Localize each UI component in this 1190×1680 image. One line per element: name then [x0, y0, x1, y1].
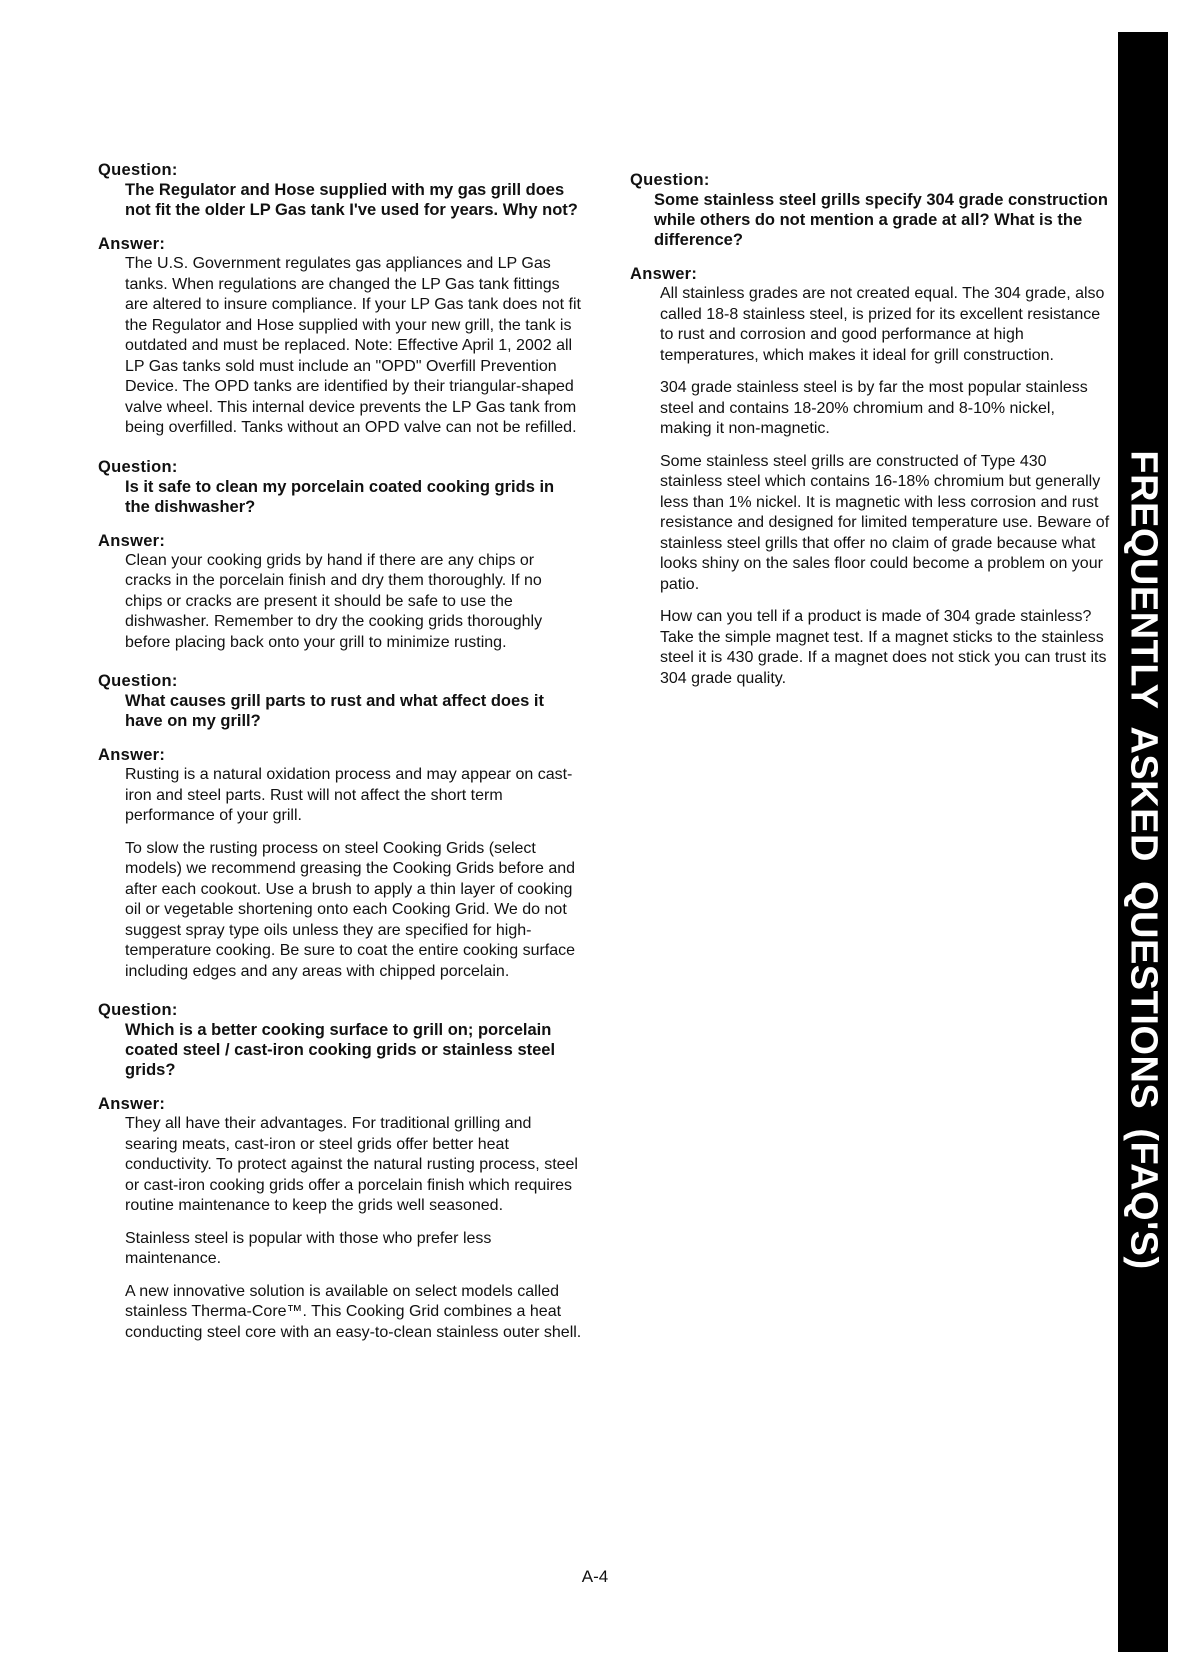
answer-paragraph: Rusting is a natural oxidation process and may appear on cast-iron and steel parts. Rust will not affect the short term performance of your grill. [125, 766, 573, 824]
answer-paragraph: Clean your cooking grids by hand if there are any chips or cracks in the porcelain finish and dry them thoroughly. If no chips or cracks are present it should be safe to use the dishwasher. Remember to dry the cooking grids thoroughly before placing back onto your grill to minimize rusting. [125, 551, 543, 651]
answer-paragraph: Some stainless steel grills are constructed of Type 430 stainless steel which contains 16-18% chromium but generally less than 1% nickel. It is magnetic with less corrosion and rust resistance and designed for limited temperature use. Beware of stainless steel grills that offer no claim of grade because what looks shiny on the sales floor could become a problem on your patio. [660, 452, 1110, 593]
answer-label: Answer: [630, 265, 698, 283]
page-number: A-4 [581, 1567, 609, 1586]
faq-item-cooking-surface [98, 1000, 583, 1343]
faq-item-regulator [98, 160, 583, 439]
answer-label: Answer: [98, 746, 166, 764]
answer-paragraph: The U.S. Government regulates gas appliances and LP Gas tanks. When regulations are changed the LP Gas tank fittings are altered to insure compliance. If your LP Gas tank does not fit the Regulator and Hose supplied with your new grill, the tank is outdated and must be replaced. Note: Effective April 1, 2002 all LP Gas tanks sold must include an "OPD" Overfill Prevention Device. The OPD tanks are identified by their triangular-shaped valve wheel. This internal device prevents the LP Gas tank from being overfilled. Tanks without an OPD valve can not be refilled. [125, 255, 581, 436]
answer-paragraph: 304 grade stainless steel is by far the most popular stainless steel and contains 18-20% chromium and 8-10% nickel, making it non-magnetic. [660, 379, 1088, 437]
answer-paragraph: How can you tell if a product is made of 304 grade stainless? Take the simple magnet test. If a magnet sticks to the stainless steel it is 430 grade. If a magnet does not stick you can trust its 304 grade quality. [660, 608, 1107, 687]
answer-label: Answer: [98, 531, 166, 550]
question-label: Question: [630, 171, 710, 189]
faq-item-stainless-grade [630, 170, 1110, 689]
faq-item-dishwasher [98, 457, 583, 654]
right-column [630, 170, 1110, 707]
section-side-tab [1118, 32, 1168, 1652]
answer-paragraph: They all have their advantages. For traditional grilling and searing meats, cast-iron or steel grids offer better heat conductivity. To protect against the natural rusting process, steel or cast-iron cooking grids offer a porcelain finish which requires routine maintenance to keep the grids well seasoned. [125, 1115, 578, 1214]
question-label: Question: [98, 457, 178, 476]
question-text: Which is a better cooking surface to grill on; porcelain coated steel / cast-iron cooking grids or stainless steel grids? [125, 1021, 556, 1079]
question-label: Question: [98, 161, 178, 179]
left-column [98, 160, 583, 1361]
answer-paragraph: All stainless grades are not created equal. The 304 grade, also called 18-8 stainless steel, is prized for its excellent resistance to rust and corrosion and good performance at high temperatures, which makes it ideal for grill construction. [660, 285, 1105, 364]
answer-paragraph: Stainless steel is popular with those who prefer less maintenance. [125, 1229, 492, 1267]
question-label: Question: [98, 1001, 178, 1019]
answer-label: Answer: [98, 235, 166, 253]
question-text: What causes grill parts to rust and what affect does it have on my grill? [125, 692, 544, 730]
answer-paragraph: A new innovative solution is available on select models called stainless Therma-Core™. This Cooking Grid combines a heat conducting steel core with an easy-to-clean stainless outer shell. [125, 1282, 582, 1341]
question-text: Some stainless steel grills specify 304 grade construction while others do not mention a grade at all? What is the difference? [654, 191, 1108, 249]
faq-item-rust [98, 671, 583, 982]
question-text: The Regulator and Hose supplied with my gas grill does not fit the older LP Gas tank I've used for years. Why not? [125, 181, 578, 219]
question-text: Is it safe to clean my porcelain coated cooking grids in the dishwasher? [125, 477, 555, 516]
answer-label: Answer: [98, 1095, 166, 1113]
question-label: Question: [98, 672, 178, 690]
answer-paragraph: To slow the rusting process on steel Cooking Grids (select models) we recommend greasing the Cooking Grids before and after each cookout. Use a brush to apply a thin layer of cooking oil or vegetable shortening onto each Cooking Grid. We do not suggest spray type oils unless they are specified for high-temperature cooking. Be sure to coat the entire cooking surface including edges and any areas with chipped porcelain. [125, 839, 576, 980]
side-tab-title: FREQUENTLY ASKED QUESTIONS (FAQ'S) [1122, 450, 1165, 1270]
